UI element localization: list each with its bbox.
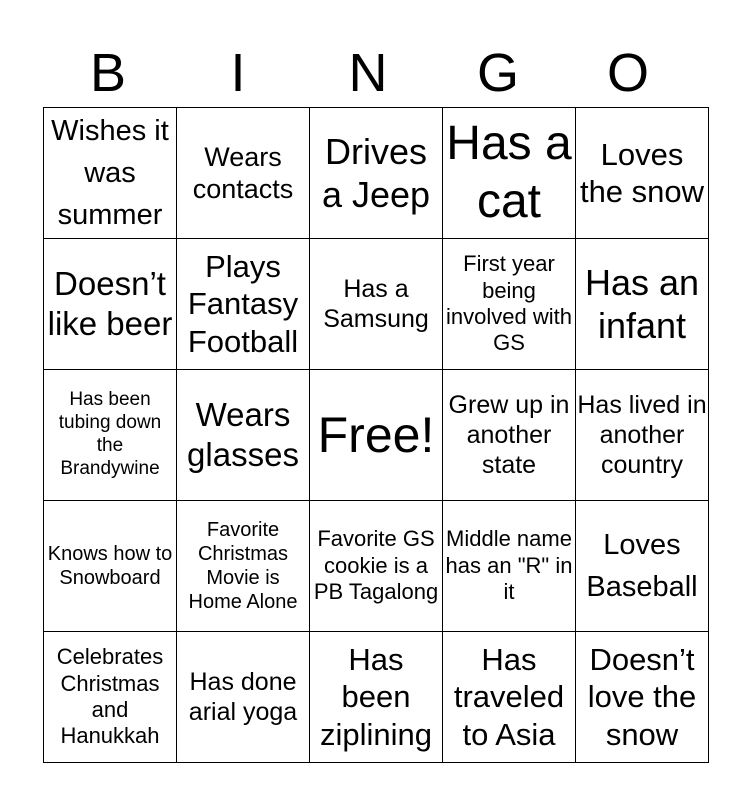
bingo-cell[interactable]: Wears contacts <box>177 108 310 239</box>
bingo-cell[interactable]: Loves Baseball <box>576 501 709 632</box>
bingo-cell[interactable]: Wishes it was summer <box>44 108 177 239</box>
header-letter-b: B <box>89 43 127 103</box>
bingo-cell[interactable]: Has done arial yoga <box>177 632 310 763</box>
bingo-cell[interactable]: Knows how to Snowboard <box>44 501 177 632</box>
bingo-header <box>43 40 693 106</box>
board-row <box>44 108 709 239</box>
bingo-cell[interactable]: Plays Fantasy Football <box>177 239 310 370</box>
bingo-cell[interactable]: Drives a Jeep <box>310 108 443 239</box>
bingo-cell[interactable]: Doesn’t love the snow <box>576 632 709 763</box>
bingo-cell[interactable]: Celebrates Christmas and Hanukkah <box>44 632 177 763</box>
bingo-cell[interactable]: Middle name has an "R" in it <box>443 501 576 632</box>
bingo-cell[interactable]: Loves the snow <box>576 108 709 239</box>
bingo-cell[interactable]: Doesn’t like beer <box>44 239 177 370</box>
bingo-cell[interactable]: Has a Samsung <box>310 239 443 370</box>
bingo-cell[interactable]: First year being involved with GS <box>443 239 576 370</box>
board-row <box>44 501 709 632</box>
bingo-cell[interactable]: Has a cat <box>443 108 576 239</box>
free-space-cell[interactable]: Free! <box>310 370 443 501</box>
board-row <box>44 370 709 501</box>
header-letter-o: O <box>606 43 649 103</box>
bingo-cell[interactable]: Has an infant <box>576 239 709 370</box>
bingo-cell[interactable]: Has traveled to Asia <box>443 632 576 763</box>
bingo-cell[interactable]: Grew up in another state <box>443 370 576 501</box>
bingo-cell[interactable]: Has lived in another country <box>576 370 709 501</box>
board-row <box>44 632 709 763</box>
bingo-cell[interactable]: Favorite GS cookie is a PB Tagalong <box>310 501 443 632</box>
bingo-cell[interactable]: Wears glasses <box>177 370 310 501</box>
bingo-cell[interactable]: Has been tubing down the Brandywine <box>44 370 177 501</box>
header-letter-i: I <box>230 43 246 103</box>
header-letter-g: G <box>476 43 519 103</box>
bingo-cell[interactable]: Favorite Christmas Movie is Home Alone <box>177 501 310 632</box>
board-row <box>44 239 709 370</box>
bingo-board <box>43 107 709 763</box>
header-letter-n: N <box>348 43 388 103</box>
bingo-cell[interactable]: Has been ziplining <box>310 632 443 763</box>
